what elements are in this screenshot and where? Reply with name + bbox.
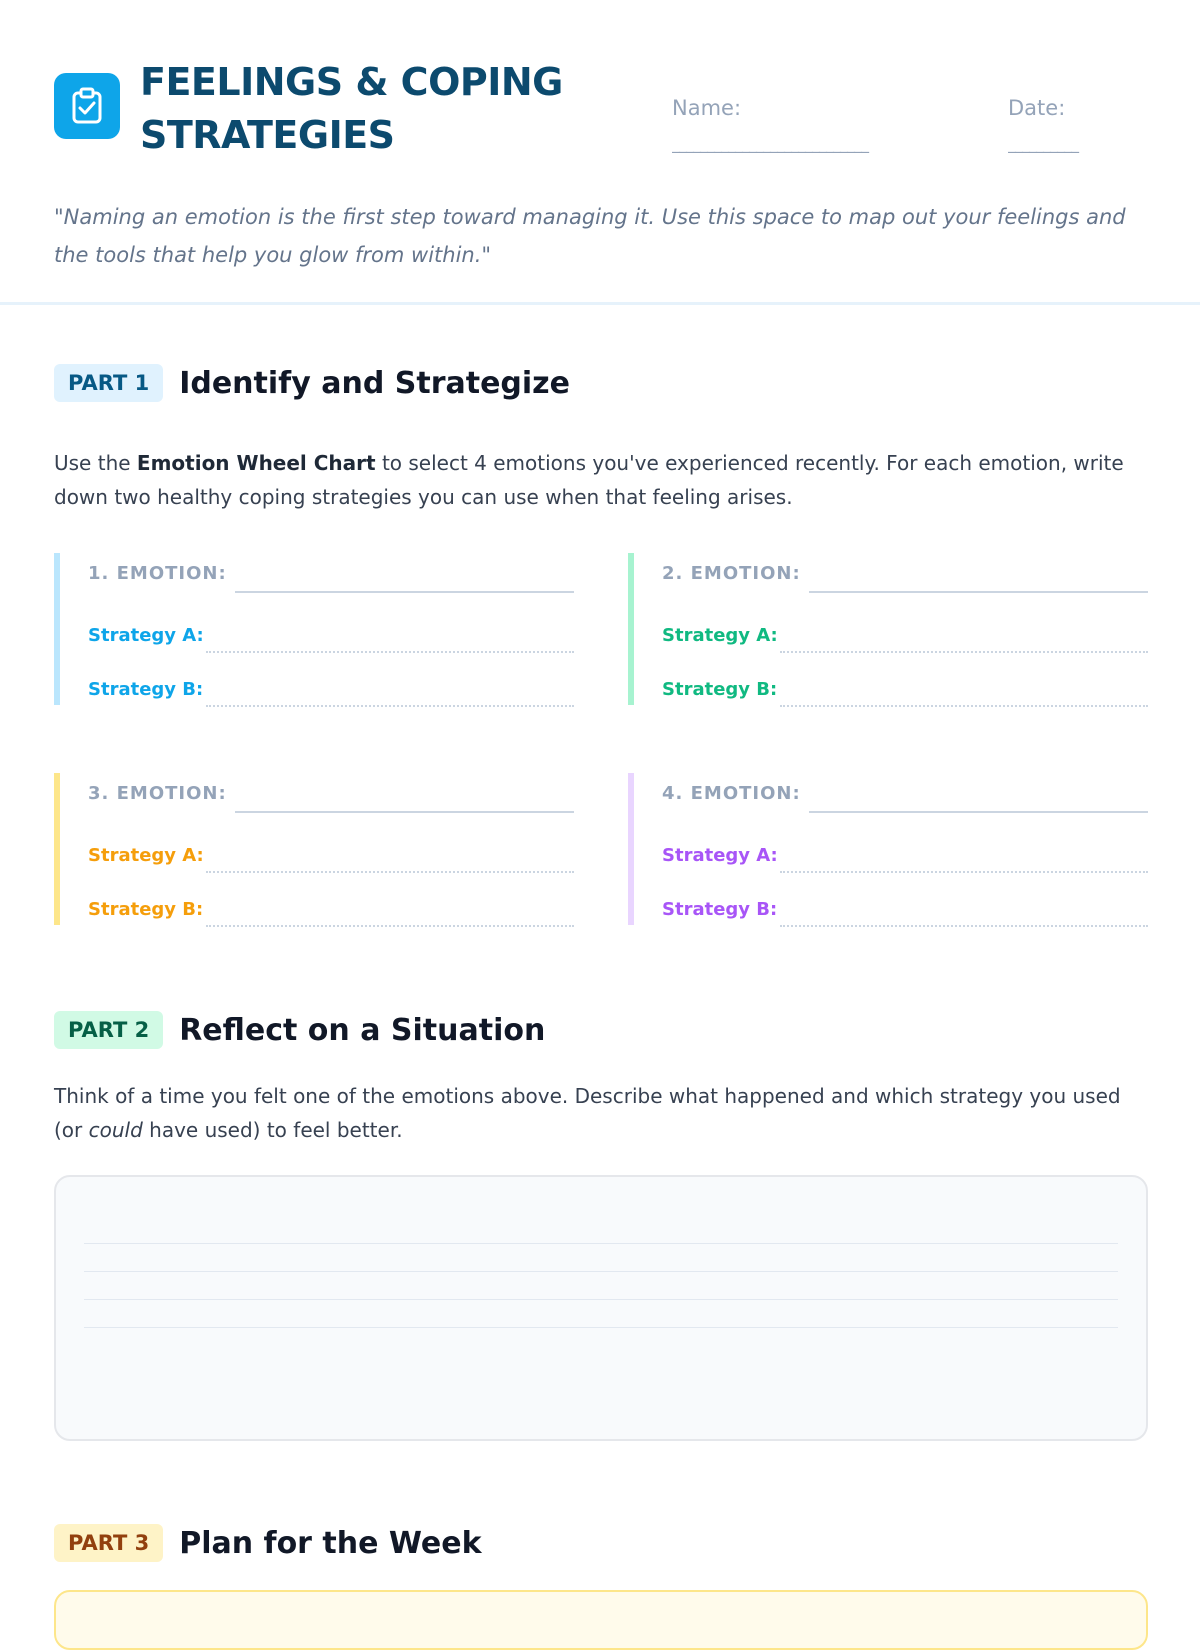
strategy-b-line[interactable] — [206, 925, 574, 927]
emotion-card-2 — [628, 553, 1148, 705]
reflection-writing-area[interactable] — [54, 1175, 1148, 1441]
writing-line — [84, 1271, 1118, 1272]
emotion-label: 1. EMOTION: — [88, 563, 227, 584]
strategy-b-label: Strategy B: — [88, 679, 204, 700]
part2-badge: PART 2 — [54, 1011, 163, 1049]
date-label: Date: — [1008, 96, 1066, 120]
part1-instructions — [54, 446, 1154, 514]
emotion-input-line[interactable] — [809, 591, 1148, 593]
emotion-input-line[interactable] — [809, 811, 1148, 813]
emotion-label: 2. EMOTION: — [662, 563, 801, 584]
writing-line — [84, 1327, 1118, 1328]
strategy-b-line[interactable] — [780, 705, 1148, 707]
strategy-b-label: Strategy B: — [88, 899, 204, 920]
strategy-b-line[interactable] — [780, 925, 1148, 927]
part1-instr-bold: Emotion Wheel Chart — [136, 451, 376, 475]
part2-instr-em: could — [88, 1118, 143, 1142]
strategy-b-label: Strategy B: — [662, 899, 778, 920]
emotion-card-3 — [54, 773, 574, 925]
part1-title: Identify and Strategize — [179, 365, 570, 401]
strategy-b-line[interactable] — [206, 705, 574, 707]
worksheet-header — [0, 0, 1200, 305]
writing-line — [84, 1299, 1118, 1300]
part3-badge: PART 3 — [54, 1524, 163, 1562]
part2-title: Reflect on a Situation — [179, 1012, 546, 1048]
strategy-b-label: Strategy B: — [662, 679, 778, 700]
strategy-a-line[interactable] — [780, 651, 1148, 653]
emotion-card-4 — [628, 773, 1148, 925]
part1-heading — [54, 364, 570, 402]
writing-line — [84, 1243, 1118, 1244]
page-title: FEELINGS & COPING STRATEGIES — [140, 60, 563, 157]
part1-instr-post: to select 4 emotions you've experienced recently. For each emotion, write down two healthy coping strategies you can use when that feeling arises. — [54, 451, 1124, 509]
emotion-input-line[interactable] — [235, 811, 574, 813]
part1-badge: PART 1 — [54, 364, 163, 402]
strategy-a-label: Strategy A: — [662, 625, 778, 646]
part3-heading — [54, 1524, 482, 1562]
strategy-a-line[interactable] — [206, 871, 574, 873]
part1-instr-pre: Use the — [54, 451, 137, 475]
emotion-card-1 — [54, 553, 574, 705]
strategy-a-label: Strategy A: — [88, 845, 204, 866]
emotion-label: 3. EMOTION: — [88, 783, 227, 804]
part2-instructions — [54, 1079, 1154, 1147]
strategy-a-line[interactable] — [780, 871, 1148, 873]
strategy-a-line[interactable] — [206, 651, 574, 653]
part3-title: Plan for the Week — [179, 1525, 482, 1561]
clipboard-check-icon — [54, 73, 120, 139]
part2-instr-pre: Think of a time you felt one of the emotions above. Describe what happened and which strategy you used (or — [54, 1084, 1121, 1142]
strategy-a-label: Strategy A: — [88, 625, 204, 646]
emotion-label: 4. EMOTION: — [662, 783, 801, 804]
name-label: Name: — [672, 96, 742, 120]
plan-writing-area[interactable] — [54, 1590, 1148, 1650]
date-field[interactable]: __________ — [1008, 134, 1078, 153]
emotion-input-line[interactable] — [235, 591, 574, 593]
part2-heading — [54, 1011, 545, 1049]
part2-instr-post: have used) to feel better. — [142, 1118, 403, 1142]
strategy-a-label: Strategy A: — [662, 845, 778, 866]
name-field[interactable]: ____________________________ — [672, 134, 868, 153]
intro-quote: "Naming an emotion is the first step toward managing it. Use this space to map out your feelings and the tools that help you glow from within." — [54, 205, 1126, 267]
